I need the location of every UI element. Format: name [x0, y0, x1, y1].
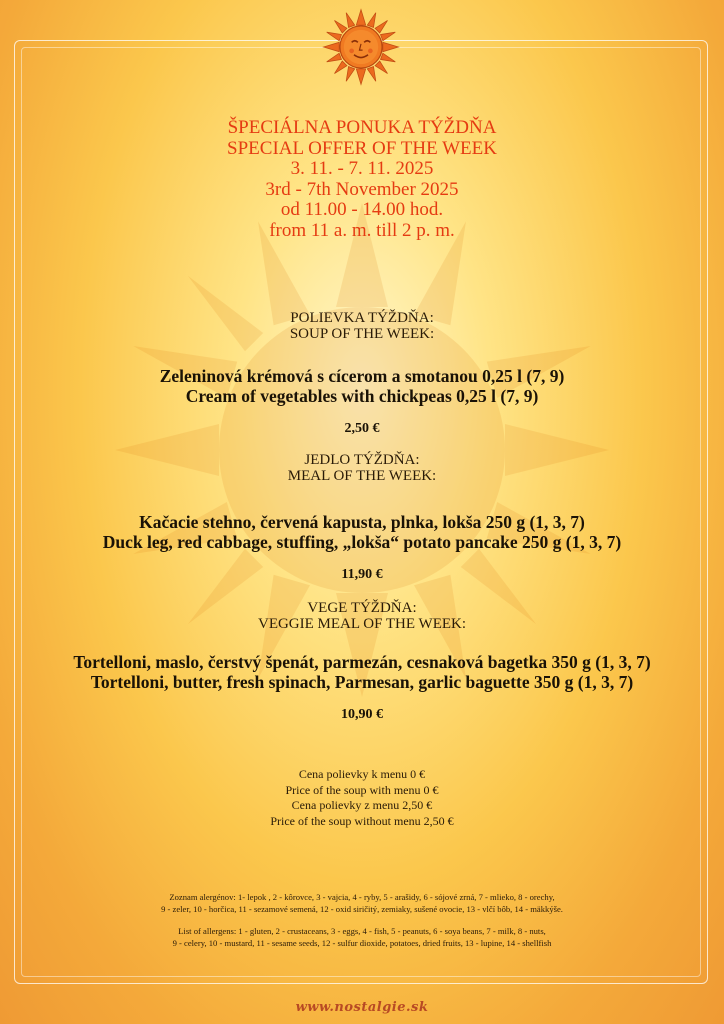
allergens-sk-line1: Zoznam alergénov: 1- lepok , 2 - kôrovce, 3 - vajcia, 4 - ryby, 5 - arašidy, 6 - sójové zrná, 7 - mlieko, 8 - orechy,	[169, 892, 555, 902]
soup-price: 2,50 €	[344, 421, 380, 436]
soup-dish-sk: Zeleninová krémová s cícerom a smotanou 0,25 l (7, 9)	[159, 366, 565, 386]
soup-title-en: SOUP OF THE WEEK:	[289, 326, 435, 342]
special-offer-header	[0, 118, 724, 241]
soup-price-without-menu-sk: Cena polievky z menu 2,50 €	[291, 798, 433, 812]
header-title-sk: ŠPECIÁLNA PONUKA TÝŽDŇA	[227, 117, 497, 138]
meal-dish-en: Duck leg, red cabbage, stuffing, „lokša“ potato pancake 250 g (1, 3, 7)	[102, 532, 622, 552]
meal-title-en: MEAL OF THE WEEK:	[287, 468, 437, 484]
vege-section-title	[0, 600, 724, 632]
allergens-list-en	[60, 925, 664, 949]
meal-dish	[0, 512, 724, 552]
meal-price: 11,90 €	[341, 567, 383, 582]
allergens-sk-line2: 9 - zeler, 10 - horčica, 11 - sezamové semená, 12 - oxid siričitý, zemiaky, sušené ovocie, 13 - vlčí bôb, 14 - mäkkýše.	[161, 904, 563, 914]
soup-price-info	[0, 767, 724, 829]
vege-dish	[0, 652, 724, 692]
soup-dish	[0, 366, 724, 406]
website-link[interactable]: www.nostalgie.sk	[295, 1000, 429, 1015]
vege-title-en: VEGGIE MEAL OF THE WEEK:	[257, 616, 467, 632]
vege-title-sk: VEGE TÝŽDŇA:	[307, 600, 417, 616]
vege-price: 10,90 €	[341, 707, 383, 722]
header-date-en: 3rd - 7th November 2025	[265, 178, 459, 200]
meal-section-title	[0, 452, 724, 484]
header-date-sk: 3. 11. - 7. 11. 2025	[290, 158, 434, 179]
allergens-list-sk	[60, 891, 664, 915]
vege-dish-sk: Tortelloni, maslo, čerstvý špenát, parmezán, cesnaková bagetka 350 g (1, 3, 7)	[73, 652, 651, 672]
meal-title-sk: JEDLO TÝŽDŇA:	[304, 452, 420, 468]
header-hours-en: from 11 a. m. till 2 p. m.	[269, 219, 455, 241]
allergens-en-line2: 9 - celery, 10 - mustard, 11 - sesame seeds, 12 - sulfur dioxide, potatoes, dried fruits, 13 - lupine, 14 - shellfish	[172, 938, 552, 948]
vege-dish-en: Tortelloni, butter, fresh spinach, Parmesan, garlic baguette 350 g (1, 3, 7)	[90, 672, 634, 692]
soup-price-with-menu-en: Price of the soup with menu 0 €	[285, 782, 439, 797]
header-title-en: SPECIAL OFFER OF THE WEEK	[227, 137, 497, 159]
meal-dish-sk: Kačacie stehno, červená kapusta, plnka, lokša 250 g (1, 3, 7)	[139, 512, 585, 532]
allergens-en-line1: List of allergens: 1 - gluten, 2 - crustaceans, 3 - eggs, 4 - fish, 5 - peanuts, 6 - soya beans, 7 - milk, 8 - nuts,	[178, 926, 546, 936]
header-hours-sk: od 11.00 - 14.00 hod.	[280, 199, 444, 220]
soup-price-without-menu-en: Price of the soup without menu 2,50 €	[270, 813, 454, 828]
soup-title-sk: POLIEVKA TÝŽDŇA:	[290, 310, 434, 326]
soup-dish-en: Cream of vegetables with chickpeas 0,25 l (7, 9)	[185, 386, 539, 406]
soup-price-with-menu-sk: Cena polievky k menu 0 €	[298, 767, 426, 781]
sun-face-logo-icon	[322, 8, 400, 86]
soup-section-title	[0, 310, 724, 342]
